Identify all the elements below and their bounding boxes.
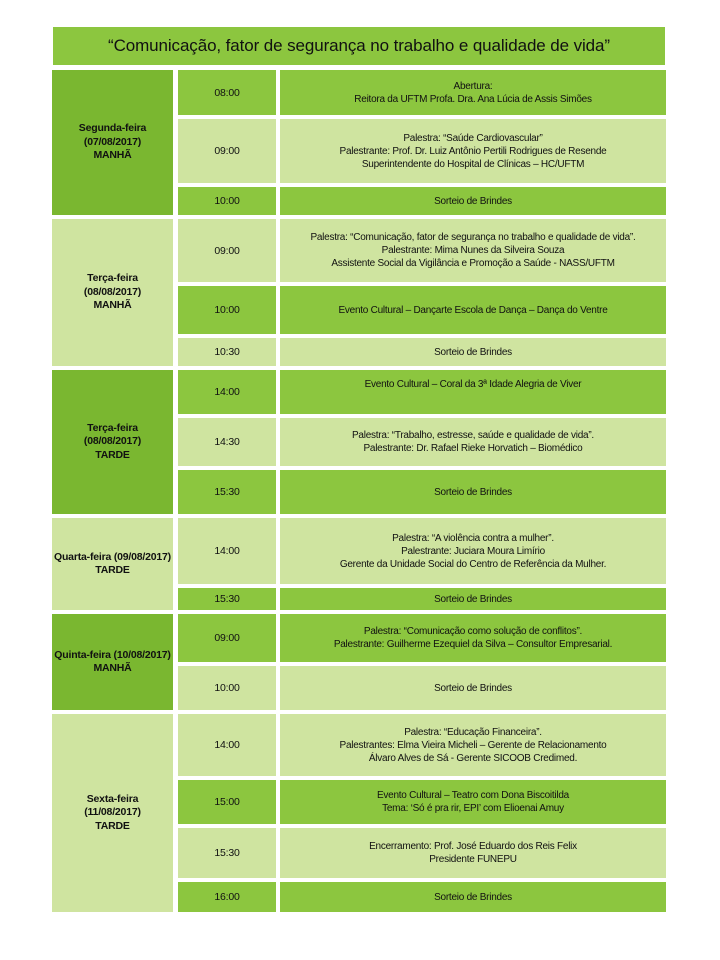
day-label: Terça-feira (08/08/2017) MANHÃ xyxy=(52,219,173,366)
time-cell: 10:00 xyxy=(178,187,276,215)
description-cell: Abertura: Reitora da UFTM Profa. Dra. Ana Lúcia de Assis Simões xyxy=(280,70,666,115)
schedule-row xyxy=(178,882,666,912)
description-cell: Palestra: “Trabalho, estresse, saúde e qualidade de vida”. Palestrante: Dr. Rafael Rieke Horvatich – Biomédico xyxy=(280,418,666,466)
page-title: “Comunicação, fator de segurança no trabalho e qualidade de vida” xyxy=(52,26,666,66)
description-cell: Sorteio de Brindes xyxy=(280,470,666,514)
time-cell: 14:00 xyxy=(178,518,276,584)
schedule-row xyxy=(178,714,666,776)
description-cell: Sorteio de Brindes xyxy=(280,666,666,710)
day-block-thursday xyxy=(52,614,666,710)
schedule-sheet xyxy=(52,26,666,912)
schedule-row xyxy=(178,614,666,662)
day-block-wednesday xyxy=(52,518,666,610)
schedule-row xyxy=(178,518,666,584)
day-label: Sexta-feira (11/08/2017) TARDE xyxy=(52,714,173,912)
description-cell: Palestra: “Educação Financeira”. Palestrantes: Elma Vieira Micheli – Gerente de Relacionamento Álvaro Alves de Sá - Gerente SICOOB Credimed. xyxy=(280,714,666,776)
schedule-row xyxy=(178,666,666,710)
time-cell: 15:30 xyxy=(178,588,276,610)
description-cell: Sorteio de Brindes xyxy=(280,882,666,912)
time-cell: 15:00 xyxy=(178,780,276,824)
time-cell: 16:00 xyxy=(178,882,276,912)
time-cell: 10:00 xyxy=(178,286,276,334)
schedule-row xyxy=(178,470,666,514)
time-cell: 08:00 xyxy=(178,70,276,115)
day-block-tuesday-morning xyxy=(52,219,666,366)
schedule-row xyxy=(178,828,666,878)
schedule-row xyxy=(178,286,666,334)
schedule-row xyxy=(178,187,666,215)
time-cell: 14:30 xyxy=(178,418,276,466)
description-cell: Palestra: “Saúde Cardiovascular” Palestrante: Prof. Dr. Luiz Antônio Pertili Rodrigues de Resende Superintendente do Hospital de Clínicas – HC/UFTM xyxy=(280,119,666,183)
description-cell: Palestra: “Comunicação, fator de segurança no trabalho e qualidade de vida”. Palestrante: Mima Nunes da Silveira Souza Assistente Social da Vigilância e Promoção a Saúde - NASS/UFTM xyxy=(280,219,666,282)
description-cell: Evento Cultural – Teatro com Dona Biscoitilda Tema: ‘Só é pra rir, EPI’ com Elioenai Amuy xyxy=(280,780,666,824)
description-cell: Palestra: “Comunicação como solução de conflitos”. Palestrante: Guilherme Ezequiel da Silva – Consultor Empresarial. xyxy=(280,614,666,662)
schedule-row xyxy=(178,119,666,183)
description-cell: Palestra: “A violência contra a mulher”. Palestrante: Juciara Moura Limírio Gerente da Unidade Social do Centro de Referência da Mulher. xyxy=(280,518,666,584)
schedule-row xyxy=(178,70,666,115)
description-cell: Sorteio de Brindes xyxy=(280,187,666,215)
day-block-tuesday-afternoon xyxy=(52,370,666,514)
description-cell: Encerramento: Prof. José Eduardo dos Reis Felix Presidente FUNEPU xyxy=(280,828,666,878)
day-label: Segunda-feira (07/08/2017) MANHÃ xyxy=(52,70,173,215)
time-cell: 10:00 xyxy=(178,666,276,710)
schedule-row xyxy=(178,780,666,824)
day-label: Quarta-feira (09/08/2017) TARDE xyxy=(52,518,173,610)
time-cell: 15:30 xyxy=(178,828,276,878)
schedule-row xyxy=(178,370,666,414)
time-cell: 09:00 xyxy=(178,119,276,183)
time-cell: 14:00 xyxy=(178,370,276,414)
day-block-monday xyxy=(52,70,666,215)
description-cell: Evento Cultural – Coral da 3ª Idade Alegria de Viver xyxy=(280,370,666,414)
description-cell: Sorteio de Brindes xyxy=(280,338,666,366)
time-cell: 14:00 xyxy=(178,714,276,776)
day-label: Terça-feira (08/08/2017) TARDE xyxy=(52,370,173,514)
time-cell: 15:30 xyxy=(178,470,276,514)
time-cell: 09:00 xyxy=(178,614,276,662)
description-cell: Evento Cultural – Dançarte Escola de Dança – Dança do Ventre xyxy=(280,286,666,334)
schedule-row xyxy=(178,418,666,466)
schedule-row xyxy=(178,338,666,366)
schedule-row xyxy=(178,588,666,610)
time-cell: 09:00 xyxy=(178,219,276,282)
day-label: Quinta-feira (10/08/2017) MANHÃ xyxy=(52,614,173,710)
time-cell: 10:30 xyxy=(178,338,276,366)
day-block-friday xyxy=(52,714,666,912)
description-cell: Sorteio de Brindes xyxy=(280,588,666,610)
schedule-row xyxy=(178,219,666,282)
